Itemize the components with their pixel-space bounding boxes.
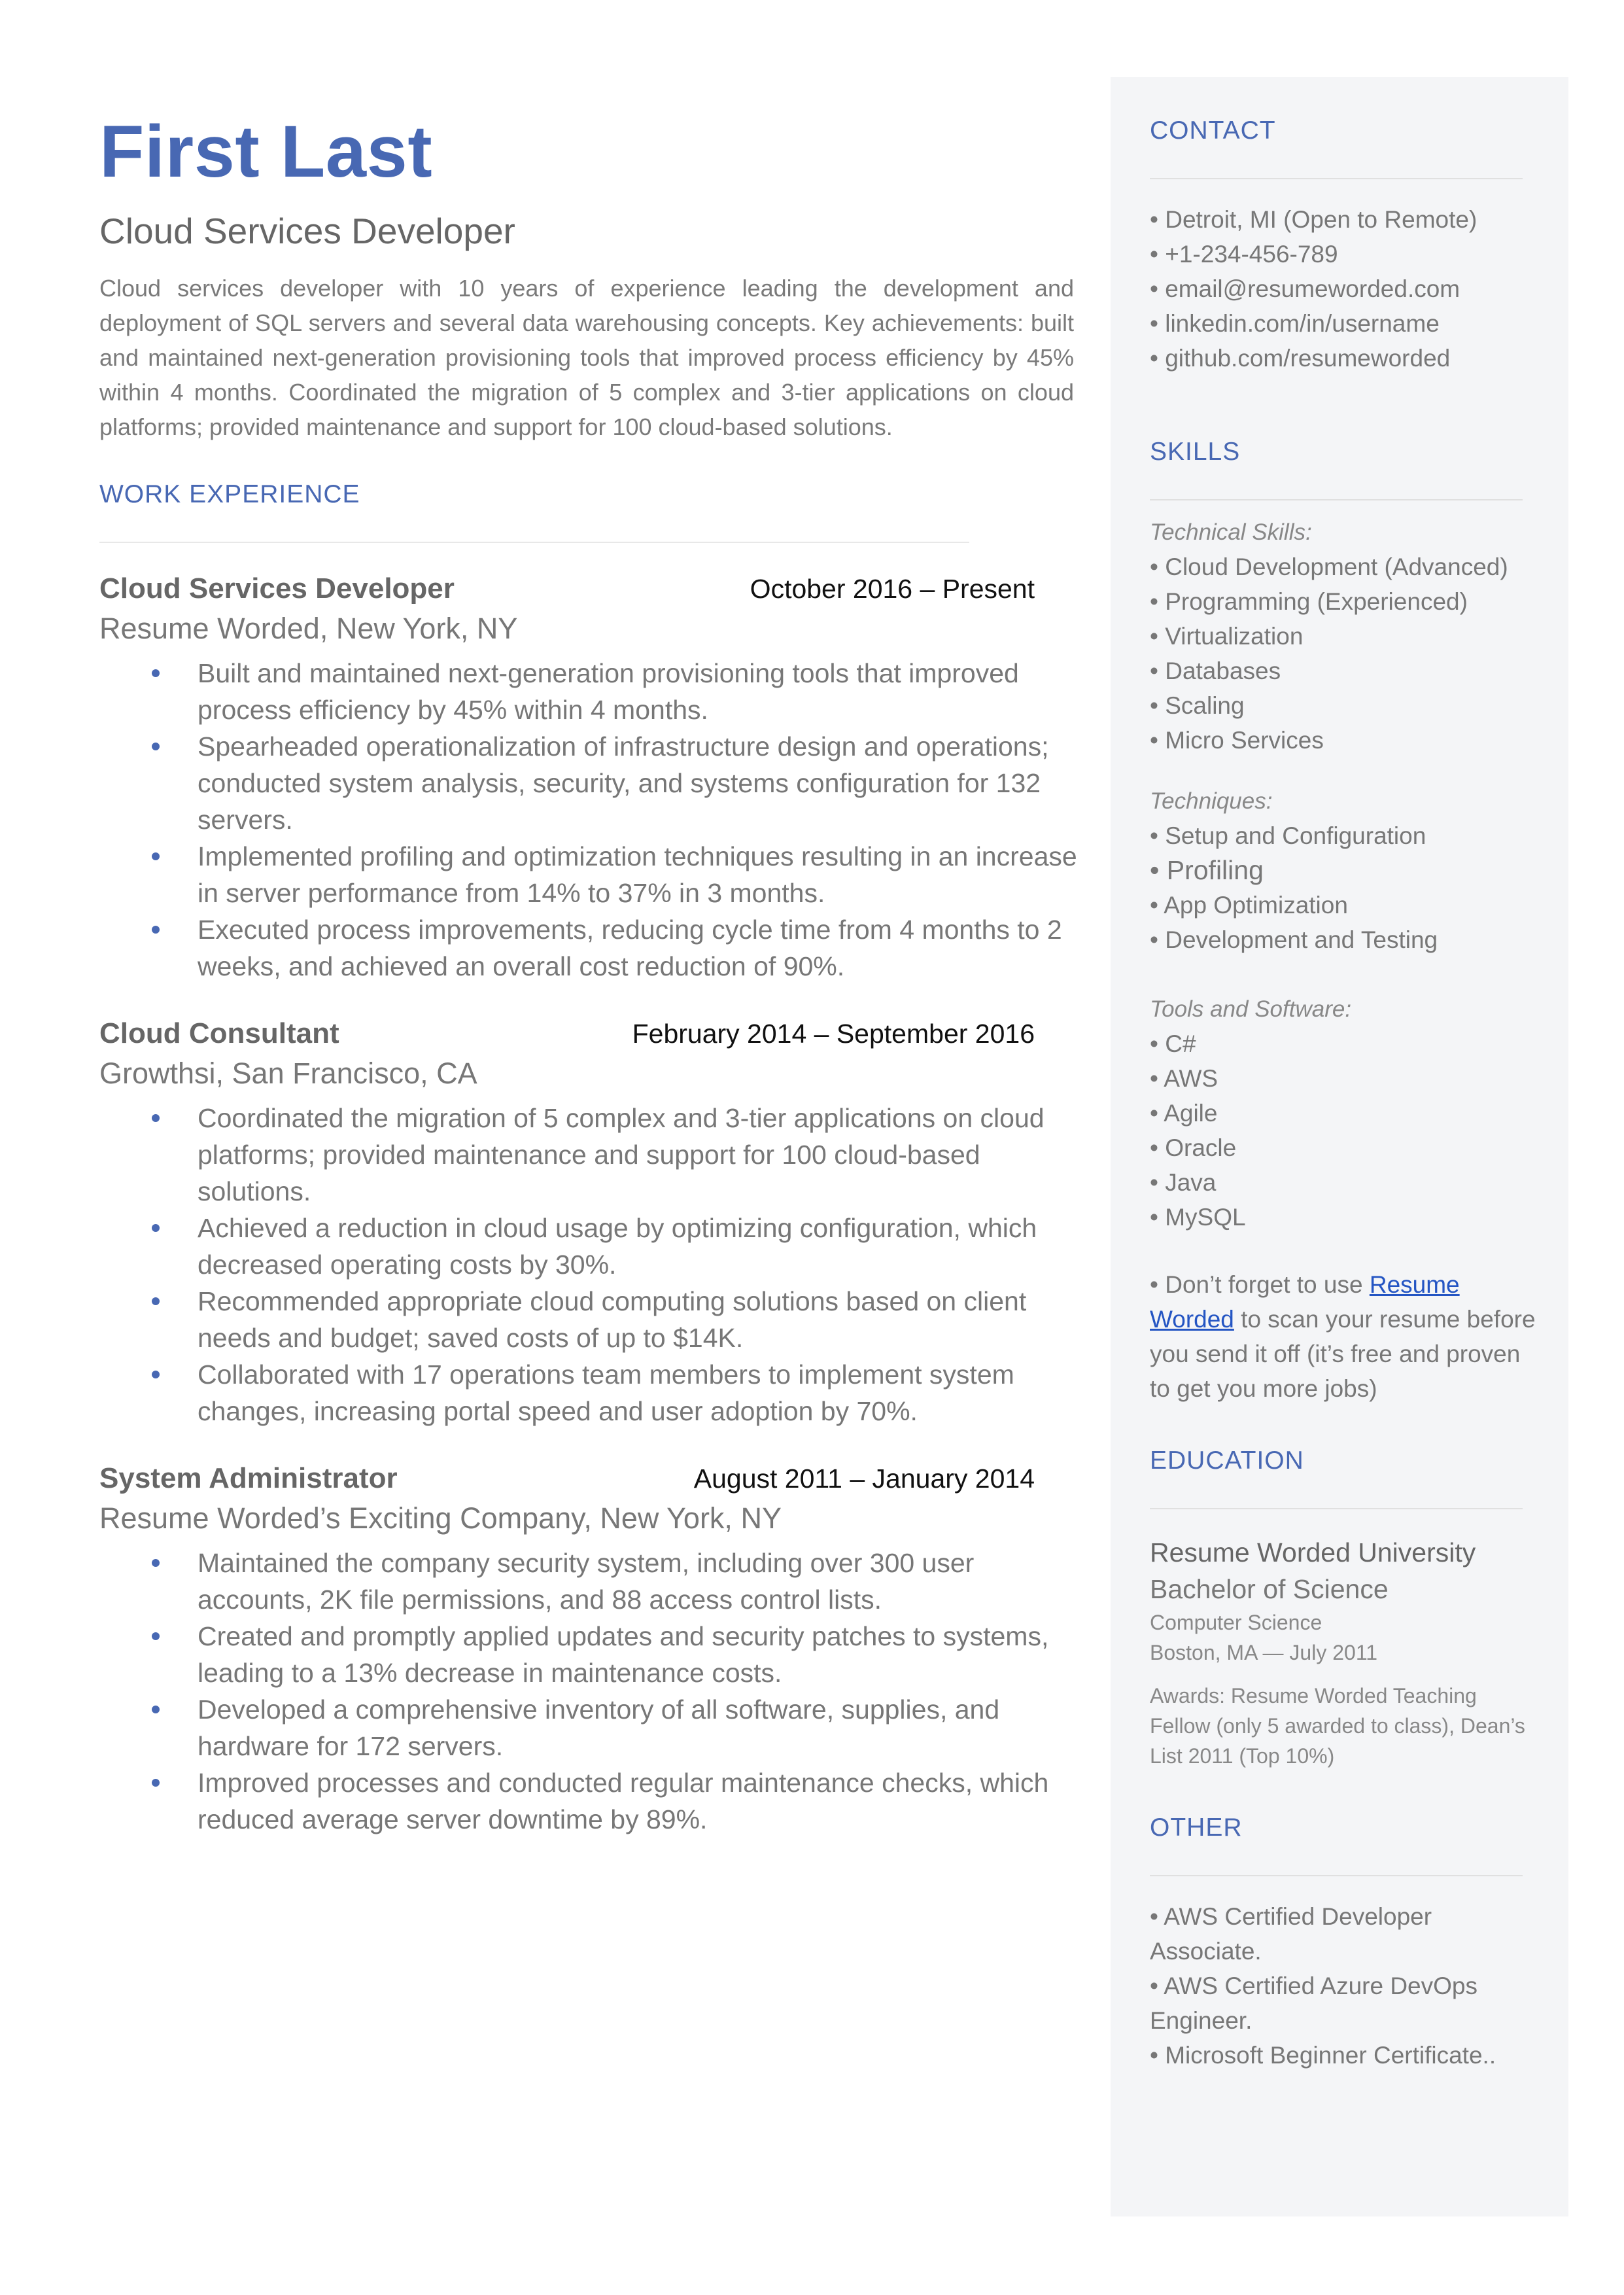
technical-skills-label: Technical Skills: [1150,519,1312,545]
job-bullet: Created and promptly applied updates and security patches to systems, leading to a 13% decrease in maintenance costs. [99,1618,1077,1691]
other-list [1150,1899,1542,2073]
job-title: Cloud Consultant [99,1017,339,1049]
skill-item: • Cloud Development (Advanced) [1150,553,1508,580]
job-bullets [99,1100,1074,1429]
work-experience-heading: WORK EXPERIENCE [99,480,360,508]
contact-list [1150,202,1542,376]
technical-skills-list [1150,550,1542,758]
job-title: Cloud Services Developer [99,572,455,604]
bullet-dot [152,743,160,750]
tools-list [1150,1026,1542,1235]
section-divider [1150,499,1523,500]
skill-item: • Scaling [1150,692,1245,719]
job-bullet: Built and maintained next-generation provisioning tools that improved process efficiency by 45% within 4 months. [99,655,1077,728]
tool-item: • Agile [1150,1100,1218,1127]
technique-item: • Setup and Configuration [1150,822,1426,849]
job-bullet: Executed process improvements, reducing cycle time from 4 months to 2 weeks, and achieved an overall cost reduction of 90%. [99,911,1077,985]
sidebar [1111,77,1568,2216]
techniques-list [1150,818,1542,957]
skill-item: • Programming (Experienced) [1150,588,1468,615]
skill-item: • Virtualization [1150,623,1304,650]
job-bullet: Implemented profiling and optimization techniques resulting in an increase in server performance from 14% to 37% in 3 months. [99,838,1077,911]
skill-item: • Databases [1150,657,1281,684]
other-item: • Microsoft Beginner Certificate.. [1150,2042,1496,2069]
section-divider [1150,1875,1523,1876]
section-divider [1150,1508,1523,1509]
job-dates: August 2011 – January 2014 [693,1463,1035,1494]
tool-item: • MySQL [1150,1204,1246,1231]
education-location-date: Boston, MA — July 2011 [1150,1641,1378,1664]
summary-paragraph: Cloud services developer with 10 years of experience leading the development and deployment of SQL servers and several data warehousing concepts. Key achievements: built and maintained next-generation provisioning tools that improved process efficiency by 45% within 4 months. Coordinated the migration of 5 complex and 3-tier applications on cloud platforms; provided maintenance and support for 100 cloud-based solutions. [99,274,1074,440]
techniques-label: Techniques: [1150,788,1273,814]
job-bullet: Spearheaded operationalization of infrastructure design and operations; conducted system analysis, security, and systems configuration for 132 servers. [99,728,1077,838]
resume-worded-link[interactable]: Resume Worded [1150,1271,1460,1333]
tool-item: • C# [1150,1030,1196,1057]
job-bullets [99,655,1077,985]
contact-heading: CONTACT [1150,116,1276,145]
resume-worded-note: • Don’t forget to use Resume Worded to scan your resume before you send it off (it’s free and proven to get you more jobs) [1150,1271,1536,1402]
skills-heading: SKILLS [1150,438,1241,466]
job-dates: October 2016 – Present [750,573,1035,604]
education-heading: EDUCATION [1150,1446,1304,1475]
candidate-name: First Last [99,111,433,192]
job-bullet: Maintained the company security system, including over 300 user accounts, 2K file permissions, and 88 access control lists. [99,1545,1077,1618]
contact-phone: • +1-234-456-789 [1150,241,1338,268]
job-bullet: Collaborated with 17 operations team members to implement system changes, increasing portal speed and user adoption by 70%. [99,1356,1077,1429]
education-awards: Awards: Resume Worded Teaching Fellow (only 5 awarded to class), Dean’s List 2011 (Top 10%) [1150,1684,1525,1768]
bullet-dot [152,1224,160,1232]
job-title: System Administrator [99,1462,398,1494]
contact-github[interactable]: • github.com/resumeworded [1150,345,1451,372]
bullet-dot [152,1297,160,1305]
skill-item: • Micro Services [1150,727,1324,754]
tool-item: • Java [1150,1169,1217,1196]
job-entry [99,572,1077,985]
bullet-dot [152,1559,160,1567]
education-degree: Bachelor of Science [1150,1574,1389,1604]
bullet-dot [152,1779,160,1787]
technique-item: • App Optimization [1150,892,1348,919]
job-entry [99,1017,1074,1429]
tool-item: • AWS [1150,1065,1218,1092]
bullet-dot [152,669,160,677]
bullet-dot [152,926,160,934]
other-item: • AWS Certified Developer Associate. [1150,1903,1432,1965]
tool-item: • Oracle [1150,1134,1237,1161]
contact-location: • Detroit, MI (Open to Remote) [1150,206,1477,233]
job-bullets [99,1545,1074,1838]
job-bullet: Developed a comprehensive inventory of all software, supplies, and hardware for 172 servers. [99,1691,1077,1764]
job-bullet: Recommended appropriate cloud computing solutions based on client needs and budget; saved costs of up to $14K. [99,1283,1077,1356]
technique-item: • Profiling [1150,855,1264,885]
job-bullet: Achieved a reduction in cloud usage by optimizing configuration, which decreased operating costs by 30%. [99,1210,1077,1283]
main-column [99,111,1077,1838]
job-company: Resume Worded, New York, NY [99,611,518,645]
bullet-dot [152,1114,160,1122]
job-bullet: Coordinated the migration of 5 complex and 3-tier applications on cloud platforms; provided maintenance and support for 100 cloud-based solutions. [99,1100,1077,1210]
technique-item: • Development and Testing [1150,926,1438,953]
contact-email[interactable]: • email@resumeworded.com [1150,275,1460,302]
bullet-dot [152,1706,160,1713]
other-heading: OTHER [1150,1813,1243,1842]
tools-label: Tools and Software: [1150,996,1352,1022]
job-dates: February 2014 – September 2016 [632,1018,1035,1049]
job-entry [99,1462,1074,1838]
candidate-title: Cloud Services Developer [99,211,515,252]
contact-linkedin[interactable]: • linkedin.com/in/username [1150,310,1440,337]
bullet-dot [152,1371,160,1378]
education-school: Resume Worded University [1150,1537,1476,1568]
section-divider [99,542,969,543]
section-divider [1150,178,1523,179]
job-bullet: Improved processes and conducted regular maintenance checks, which reduced average server downtime by 89%. [99,1764,1077,1838]
job-company: Resume Worded’s Exciting Company, New York, NY [99,1501,782,1535]
other-item: • AWS Certified Azure DevOps Engineer. [1150,1972,1477,2034]
job-company: Growthsi, San Francisco, CA [99,1056,477,1090]
education-field: Computer Science [1150,1611,1322,1634]
bullet-dot [152,1632,160,1640]
bullet-dot [152,852,160,860]
